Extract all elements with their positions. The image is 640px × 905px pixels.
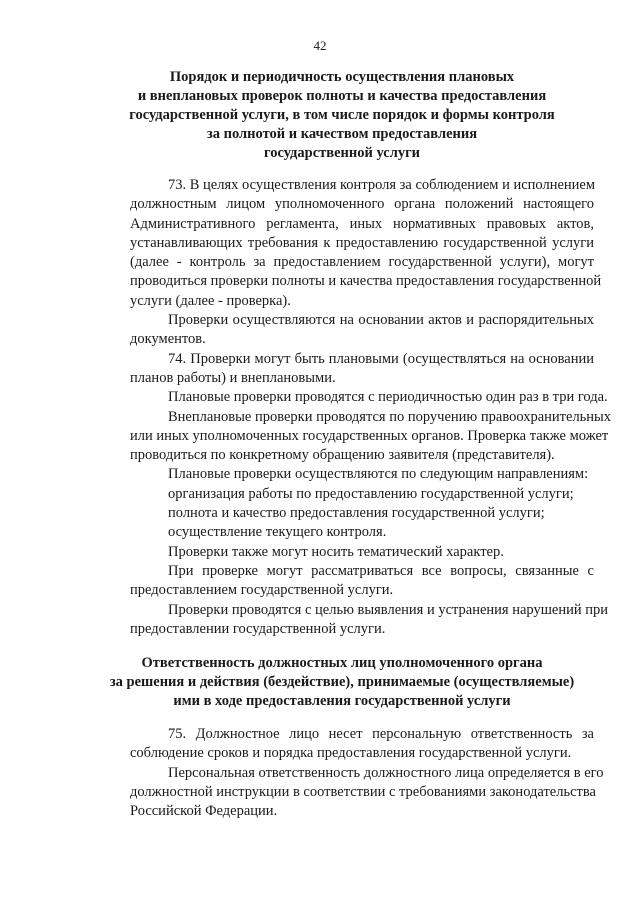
text-line: предоставлении государственной услуги. — [130, 620, 386, 637]
text-line: 73. В целях осуществления контроля за соблюдением и исполнением — [168, 177, 596, 193]
text-line: Плановые проверки осуществляются по следующим направлениям: — [168, 466, 589, 483]
page-number: 42 — [313, 38, 327, 53]
list-item-direction — [92, 485, 594, 504]
text-line: 74. Проверки могут быть плановыми (осуществляться на основании — [168, 350, 594, 367]
paragraph-73 — [92, 176, 602, 311]
text-line: Проверки также могут носить тематический характер. — [168, 543, 504, 560]
text-line: Плановые проверки проводятся с периодичностью один раз в три года. — [168, 389, 608, 406]
text-line: осуществление текущего контроля. — [168, 524, 387, 541]
heading-line: государственной услуги — [263, 145, 421, 161]
section-body-inspections — [92, 176, 612, 639]
paragraph-thematic — [92, 543, 594, 562]
text-line: предоставлением государственной услуги. — [130, 582, 394, 599]
paragraph-inspection-basis — [92, 311, 594, 350]
text-line: полнота и качество предоставления государственной услуги; — [168, 505, 545, 522]
text-line: проводиться по конкретному обращению заявителя (представителя). — [130, 447, 555, 464]
heading-line: Ответственность должностных лиц уполномоченного органа — [141, 655, 543, 671]
paragraph-planned-directions — [92, 465, 594, 484]
text-line: Персональная ответственность должностного лица определяется в его — [168, 764, 604, 781]
paragraph-74 — [92, 350, 594, 389]
text-line: соблюдение сроков и порядка предоставления государственной услуги. — [130, 745, 572, 762]
text-line: услуги (далее - проверка). — [130, 292, 291, 309]
text-line: Внеплановые проверки проводятся по поручению правоохранительных — [168, 408, 612, 425]
text-line: (далее - контроль за предоставлением государственной услуги), могут — [130, 254, 594, 271]
text-line: планов работы) и внеплановыми. — [130, 369, 336, 386]
text-line: должностным лицом уполномоченного органа положений настоящего — [130, 196, 594, 213]
text-line: Российской Федерации. — [130, 803, 278, 820]
section-body-responsibility — [92, 725, 604, 821]
section-heading-responsibility — [92, 654, 592, 711]
heading-line: и внеплановых проверок полноты и качества предоставления — [137, 88, 547, 104]
text-line: должностной инструкции в соответствии с требованиями законодательства — [130, 783, 596, 800]
paragraph-75 — [92, 725, 594, 764]
paragraph-inspection-scope — [92, 562, 594, 601]
list-item-direction — [92, 504, 594, 523]
text-line: проводиться проверки полноты и качества предоставления государственной — [130, 273, 602, 290]
paragraph-personal-responsibility — [92, 764, 604, 822]
text-line: Административного регламента, иных нормативных правовых актов, — [130, 215, 594, 232]
text-line: При проверке могут рассматриваться все вопросы, связанные с — [168, 562, 594, 579]
text-line: Проверки осуществляются на основании актов и распорядительных — [168, 312, 594, 329]
heading-line: Порядок и периодичность осуществления плановых — [169, 69, 515, 85]
heading-line: государственной услуги, в том числе порядок и формы контроля — [129, 107, 555, 123]
paragraph-inspection-purpose — [92, 601, 608, 640]
section-heading-inspections — [92, 68, 592, 163]
text-line: устанавливающих требования к предоставлению государственной услуги — [130, 234, 594, 251]
paragraph-unplanned-inspections — [92, 408, 612, 466]
text-line: Проверки проводятся с целью выявления и устранения нарушений при — [168, 601, 608, 618]
heading-line: за полнотой и качеством предоставления — [206, 126, 478, 142]
heading-line: за решения и действия (бездействие), принимаемые (осуществляемые) — [109, 674, 575, 690]
text-line: или иных уполномоченных государственных органов. Проверка также может — [130, 427, 609, 444]
text-line: документов. — [130, 331, 206, 348]
heading-line: ими в ходе предоставления государственной услуги — [173, 693, 511, 709]
list-item-direction — [92, 523, 594, 542]
text-line: 75. Должностное лицо несет персональную ответственность за — [168, 726, 594, 742]
text-line: организация работы по предоставлению государственной услуги; — [168, 485, 574, 502]
paragraph-planned-frequency — [92, 388, 608, 407]
